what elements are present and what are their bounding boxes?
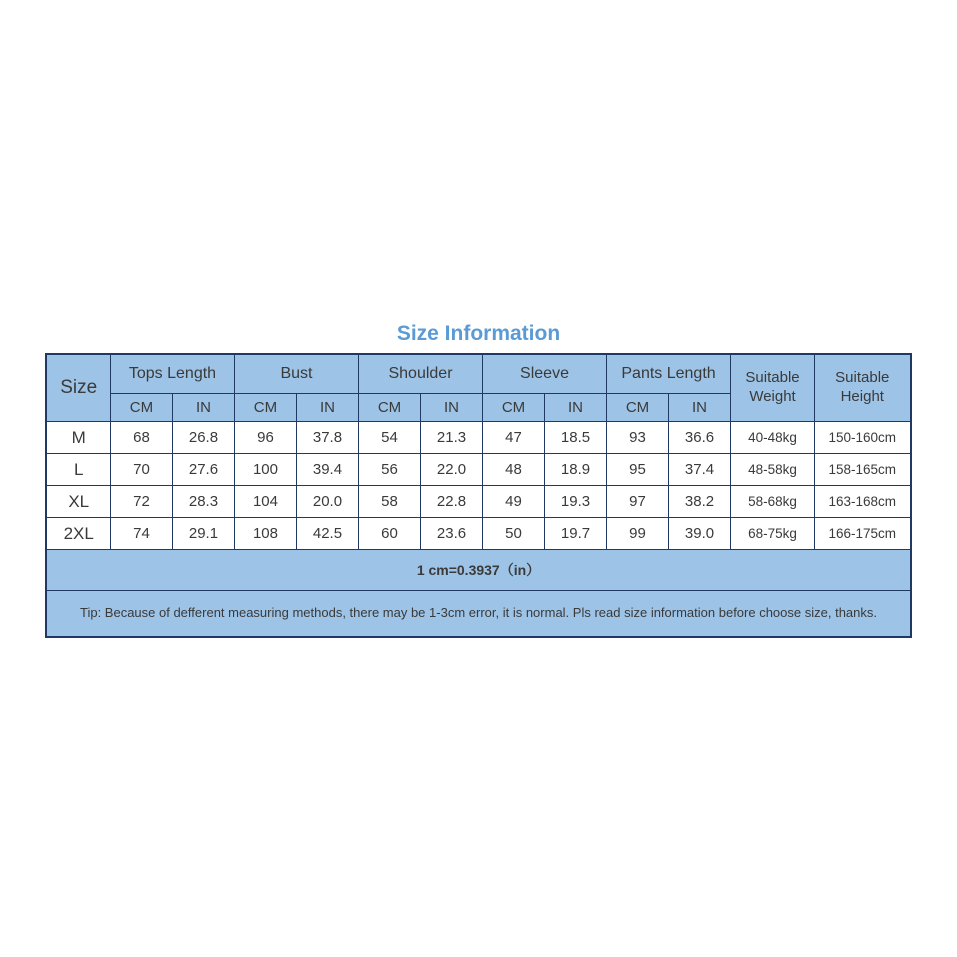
suitable-height-cell: 158-165cm: [815, 454, 911, 486]
table-cell: 22.8: [420, 486, 482, 518]
unit-header-in: IN: [420, 394, 482, 422]
table-cell: 74: [110, 518, 172, 550]
table-footer: [46, 550, 910, 638]
table-cell: 68: [110, 422, 172, 454]
column-header-size: Size: [46, 354, 110, 422]
size-cell: XL: [46, 486, 110, 518]
table-row-xl: [46, 486, 910, 518]
table-header: [46, 354, 910, 422]
suitable-height-cell: 166-175cm: [815, 518, 911, 550]
table-cell: 58: [358, 486, 420, 518]
table-cell: 29.1: [172, 518, 234, 550]
unit-header-cm: CM: [234, 394, 296, 422]
column-header-bust: Bust: [234, 354, 358, 394]
unit-header-in: IN: [545, 394, 607, 422]
suitable-weight-cell: 58-68kg: [731, 486, 815, 518]
table-row-m: [46, 422, 910, 454]
table-cell: 97: [607, 486, 669, 518]
suitable-height-cell: 150-160cm: [815, 422, 911, 454]
table-cell: 50: [483, 518, 545, 550]
table-cell: 27.6: [172, 454, 234, 486]
table-cell: 72: [110, 486, 172, 518]
table-row-l: [46, 454, 910, 486]
table-cell: 39.4: [296, 454, 358, 486]
unit-header-cm: CM: [358, 394, 420, 422]
unit-header-cm: CM: [110, 394, 172, 422]
table-cell: 39.0: [669, 518, 731, 550]
table-cell: 47: [483, 422, 545, 454]
table-cell: 100: [234, 454, 296, 486]
tip-row: [46, 591, 910, 638]
table-cell: 48: [483, 454, 545, 486]
page-title: Size Information: [396, 322, 561, 345]
size-cell: L: [46, 454, 110, 486]
column-header-sleeve: Sleeve: [483, 354, 607, 394]
table-cell: 23.6: [420, 518, 482, 550]
table-cell: 37.4: [669, 454, 731, 486]
table-cell: 26.8: [172, 422, 234, 454]
conversion-note: 1 cm=0.3937（in）: [46, 550, 910, 591]
table-row-2xl: [46, 518, 910, 550]
unit-header-in: IN: [669, 394, 731, 422]
table-cell: 19.3: [545, 486, 607, 518]
suitable-height-cell: 163-168cm: [815, 486, 911, 518]
table-cell: 42.5: [296, 518, 358, 550]
table-cell: 93: [607, 422, 669, 454]
conversion-note-row: [46, 550, 910, 591]
suitable-weight-cell: 40-48kg: [731, 422, 815, 454]
table-cell: 56: [358, 454, 420, 486]
table-cell: 20.0: [296, 486, 358, 518]
table-cell: 21.3: [420, 422, 482, 454]
table-cell: 28.3: [172, 486, 234, 518]
suitable-weight-cell: 48-58kg: [731, 454, 815, 486]
table-cell: 108: [234, 518, 296, 550]
table-cell: 38.2: [669, 486, 731, 518]
column-header-tops-length: Tops Length: [110, 354, 234, 394]
table-cell: 37.8: [296, 422, 358, 454]
table-cell: 19.7: [545, 518, 607, 550]
unit-header-cm: CM: [483, 394, 545, 422]
table-cell: 104: [234, 486, 296, 518]
table-cell: 99: [607, 518, 669, 550]
table-cell: 18.5: [545, 422, 607, 454]
size-cell: M: [46, 422, 110, 454]
unit-header-in: IN: [172, 394, 234, 422]
unit-header-in: IN: [296, 394, 358, 422]
header-row-groups: [46, 354, 910, 394]
table-body: [46, 422, 910, 550]
table-cell: 18.9: [545, 454, 607, 486]
tip-note: Tip: Because of defferent measuring methods, there may be 1-3cm error, it is normal. Pls read size information before choose size, thanks.: [46, 591, 910, 638]
table-cell: 22.0: [420, 454, 482, 486]
column-header-pants-length: Pants Length: [607, 354, 731, 394]
table-cell: 70: [110, 454, 172, 486]
column-header-suitable-height: Suitable Height: [815, 354, 911, 422]
column-header-shoulder: Shoulder: [358, 354, 482, 394]
table-cell: 54: [358, 422, 420, 454]
unit-header-cm: CM: [607, 394, 669, 422]
column-header-suitable-weight: Suitable Weight: [731, 354, 815, 422]
size-table: [45, 353, 911, 638]
table-cell: 96: [234, 422, 296, 454]
size-cell: 2XL: [46, 518, 110, 550]
suitable-weight-cell: 68-75kg: [731, 518, 815, 550]
table-cell: 60: [358, 518, 420, 550]
table-cell: 49: [483, 486, 545, 518]
table-cell: 95: [607, 454, 669, 486]
table-cell: 36.6: [669, 422, 731, 454]
